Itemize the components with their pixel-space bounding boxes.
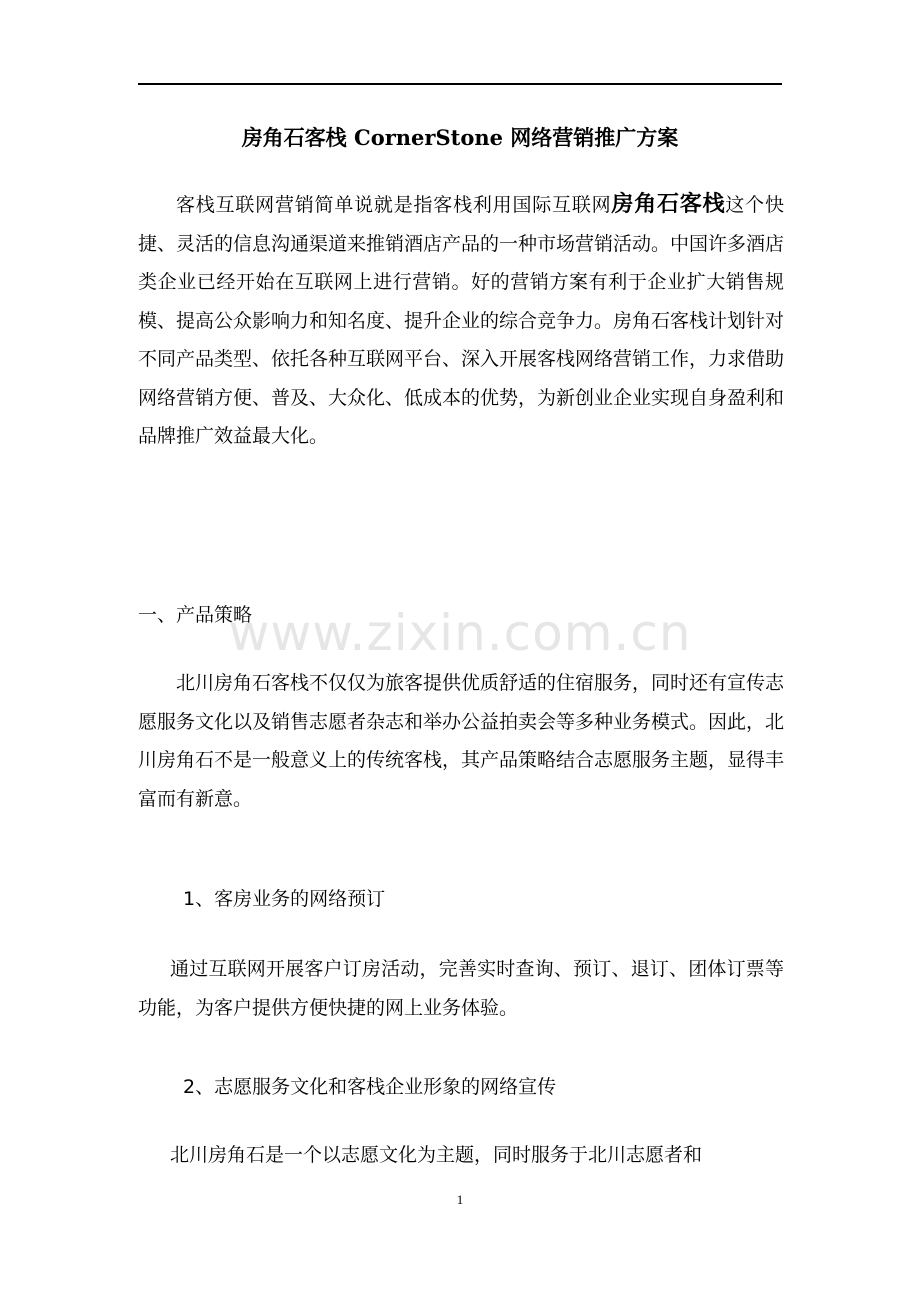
- subheading-number: 2: [183, 1076, 196, 1098]
- section-heading-product-strategy: 一、产品策略: [138, 604, 253, 626]
- subheading-text: 、客房业务的网络预订: [195, 888, 386, 910]
- intro-lead: 客栈互联网营销简单说就是指客栈利用国际互联网: [176, 194, 612, 216]
- room-booking-paragraph: 通过互联网开展客户订房活动，完善实时查询、预订、退订、团体订票等功能，为客户提供方便快捷的网上业务体验。: [138, 958, 784, 1019]
- subheading-room-booking: [183, 880, 385, 918]
- subheading-volunteer-culture: [183, 1068, 556, 1106]
- intro-emphasis: 房角石客栈: [611, 191, 726, 217]
- intro-rest: 这个快捷、灵活的信息沟通渠道来推销酒店产品的一种市场营销活动。中国许多酒店类企业已经开始在互联网上进行营销。好的营销方案有利于企业扩大销售规模、提高公众影响力和知名度、提升企业的综合竞争力。房角石客栈计划针对不同产品类型、依托各种互联网平台、深入开展客栈网络营销工作，力求借助网络营销方便、普及、大众化、低成本的优势，为新创业企业实现自身盈利和品牌推广效益最大化。: [138, 194, 785, 447]
- volunteer-culture-paragraph: 北川房角石是一个以志愿文化为主题，同时服务于北川志愿者和: [170, 1144, 703, 1166]
- subheading-text: 、志愿服务文化和客栈企业形象的网络宣传: [195, 1076, 557, 1098]
- page-number: 1: [456, 1192, 464, 1207]
- header-rule: [138, 83, 782, 85]
- intro-paragraph: [138, 185, 784, 456]
- product-strategy-paragraph: 北川房角石客栈不仅仅为旅客提供优质舒适的住宿服务，同时还有宣传志愿服务文化以及销售志愿者杂志和举办公益拍卖会等多种业务模式。因此，北川房角石不是一般意义上的传统客栈，其产品策略结合志愿服务主题，显得丰富而有新意。: [138, 672, 785, 810]
- subheading-number: 1: [183, 888, 196, 910]
- watermark: www.zixin.com.cn: [228, 604, 692, 662]
- document-title: 房角石客栈 CornerStone 网络营销推广方案: [241, 125, 679, 150]
